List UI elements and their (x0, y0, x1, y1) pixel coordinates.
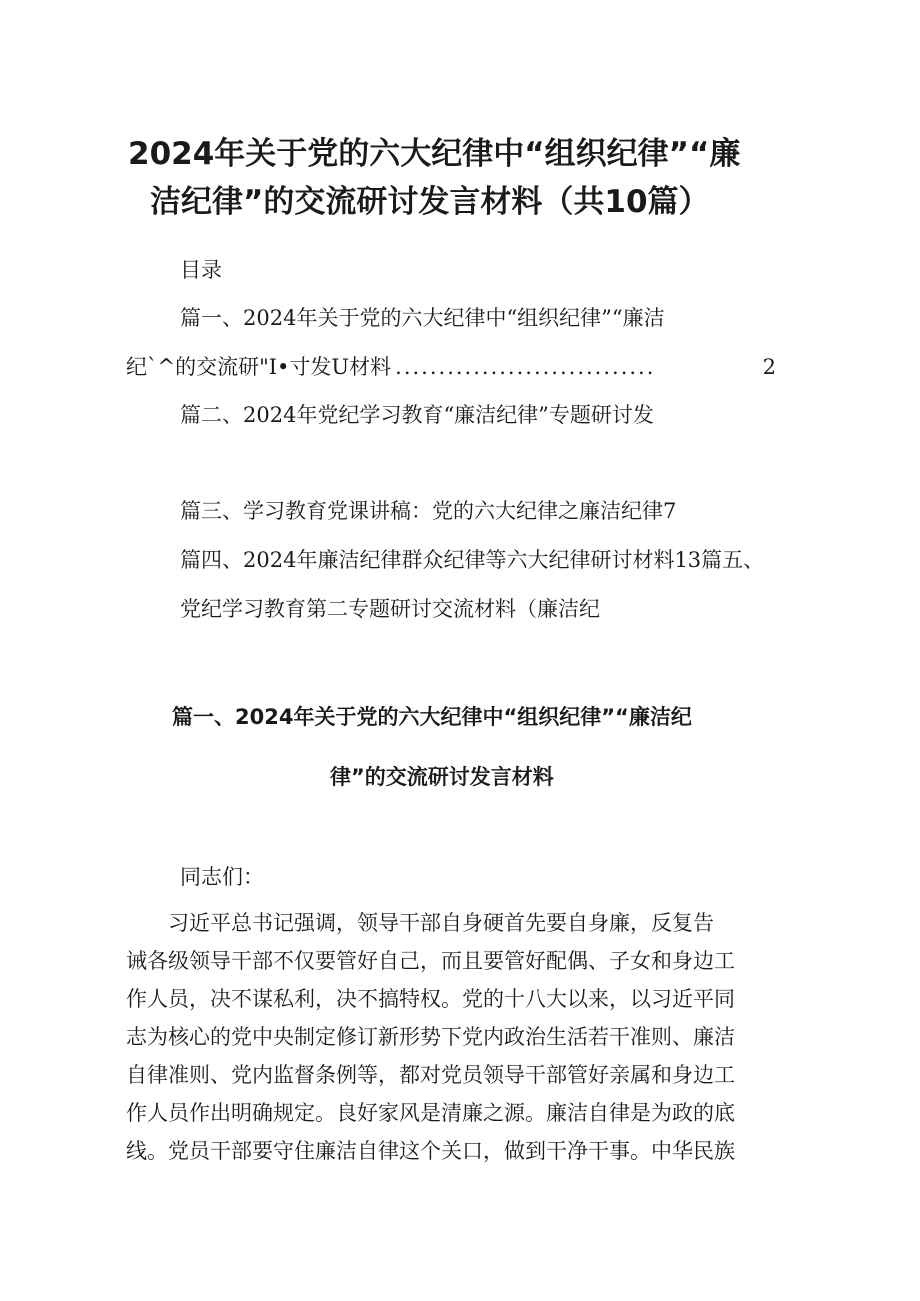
body-line: 作人员作出明确规定。良好家风是清廉之源。廉洁自律是为政的底 (126, 1101, 735, 1125)
toc-entry-4[interactable]: 篇四、2024年廉洁纪律群众纪律等六大纪律研讨材料13篇五、 (180, 548, 765, 572)
toc-entry-3[interactable]: 篇三、学习教育党课讲稿：党的六大纪律之廉洁纪律7 (180, 499, 677, 523)
toc-entry-5[interactable]: 党纪学习教育第二专题研讨交流材料（廉洁纪 (180, 597, 600, 621)
section-title-line1: 篇一、2024年关于党的六大纪律中“组织纪律”“廉洁纪 (172, 705, 692, 729)
document-title-line1: 2024年关于党的六大纪律中“组织纪律”“廉 (128, 136, 741, 172)
body-paragraph (126, 904, 796, 1170)
toc-entry-1-text: 纪`^的交流研"I•寸发U材料 (126, 355, 392, 379)
section-title-line2: 律”的交流研讨发言材料 (330, 765, 554, 789)
salutation: 同志们： (180, 865, 264, 889)
toc-entry-1-line1[interactable]: 篇一、2024年关于党的六大纪律中“组织纪律”“廉洁 (180, 306, 665, 330)
body-line: 作人员，决不谋私利，决不搞特权。党的十八大以来，以习近平同 (126, 987, 735, 1011)
body-line: 线。党员干部要守住廉洁自律这个关口，做到干净干事。中华民族 (126, 1139, 735, 1163)
body-line: 志为核心的党中央制定修订新形势下党内政治生活若干准则、廉洁 (126, 1025, 735, 1049)
body-line: 习近平总书记强调，领导干部自身硬首先要自身廉，反复告 (168, 911, 714, 935)
document-title-line2: 洁纪律”的交流研讨发言材料（共10篇） (150, 184, 710, 220)
toc-entry-1-page: 2 (762, 355, 776, 379)
toc-heading: 目录 (180, 258, 222, 282)
toc-entry-1-line2[interactable] (126, 352, 776, 382)
body-line: 诫各级领导干部不仅要管好自己，而且要管好配偶、子女和身边工 (126, 949, 735, 973)
toc-entry-2[interactable]: 篇二、2024年党纪学习教育“廉洁纪律”专题研讨发 (180, 403, 654, 427)
body-line: 自律准则、党内监督条例等，都对党员领导干部管好亲属和身边工 (126, 1063, 735, 1087)
toc-leader-dots: .............................. (395, 355, 656, 379)
